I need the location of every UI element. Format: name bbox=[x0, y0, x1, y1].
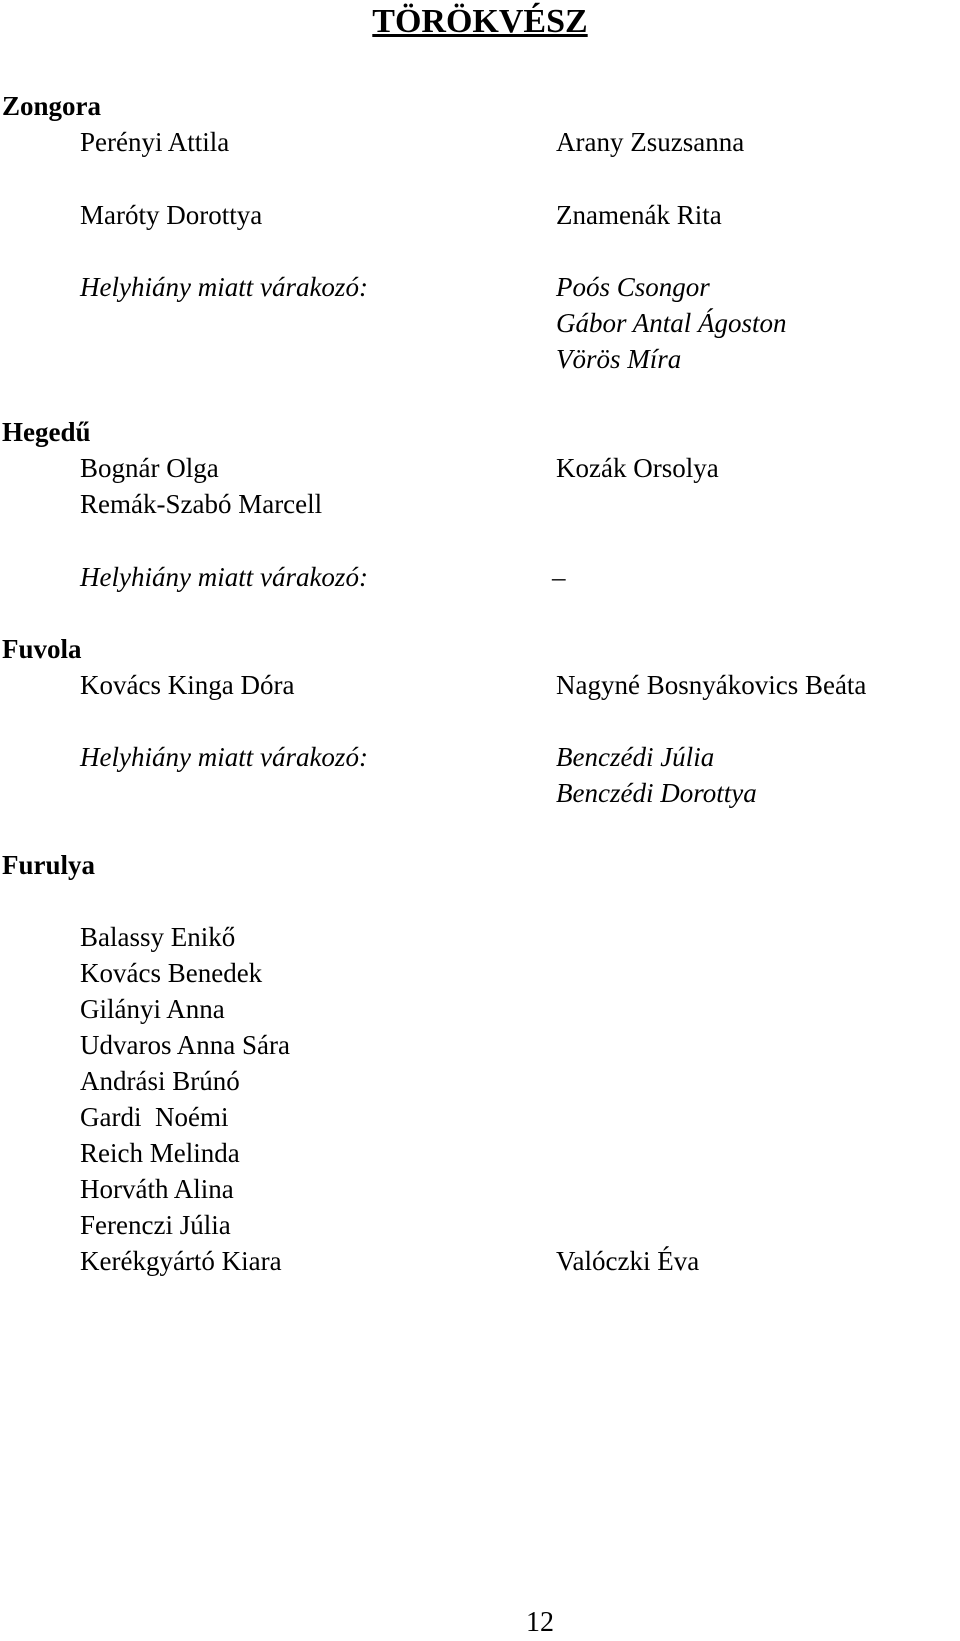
section-heading-fuvola: Fuvola bbox=[2, 634, 82, 664]
teacher-name: Kerékgyártó Kiara bbox=[80, 1246, 282, 1276]
section-heading-hegedu: Hegedű bbox=[2, 417, 91, 447]
teacher-name: Bognár Olga bbox=[80, 453, 219, 483]
waiting-label: Helyhiány miatt várakozó: bbox=[80, 742, 368, 772]
teacher-name: Gilányi Anna bbox=[80, 994, 225, 1024]
teacher-name: Kovács Benedek bbox=[80, 958, 263, 988]
student-name: Valóczki Éva bbox=[556, 1246, 700, 1276]
waiting-name: Benczédi Dorottya bbox=[556, 778, 757, 808]
student-name: Kozák Orsolya bbox=[556, 453, 719, 483]
student-name: Arany Zsuzsanna bbox=[556, 127, 745, 157]
page-title: TÖRÖKVÉSZ bbox=[372, 3, 588, 40]
teacher-name: Remák-Szabó Marcell bbox=[80, 489, 323, 519]
waiting-name: Gábor Antal Ágoston bbox=[556, 308, 787, 338]
student-name: Nagyné Bosnyákovics Beáta bbox=[556, 670, 867, 700]
teacher-name: Andrási Brúnó bbox=[80, 1066, 240, 1096]
waiting-label: Helyhiány miatt várakozó: bbox=[80, 272, 368, 302]
teacher-name: Reich Melinda bbox=[80, 1138, 240, 1168]
teacher-name: Kovács Kinga Dóra bbox=[80, 670, 295, 700]
section-heading-furulya: Furulya bbox=[2, 850, 96, 880]
teacher-name: Balassy Enikő bbox=[80, 922, 236, 952]
waiting-name: Poós Csongor bbox=[556, 272, 710, 302]
waiting-name: Benczédi Júlia bbox=[556, 742, 715, 772]
teacher-name: Ferenczi Júlia bbox=[80, 1210, 231, 1240]
teacher-name: Horváth Alina bbox=[80, 1174, 234, 1204]
page-number: 12 bbox=[526, 1607, 554, 1638]
teacher-name: Perényi Attila bbox=[80, 127, 230, 157]
teacher-name: Maróty Dorottya bbox=[80, 200, 263, 230]
teacher-name: Gardi Noémi bbox=[80, 1102, 229, 1132]
student-name: Znamenák Rita bbox=[556, 200, 722, 230]
waiting-label: Helyhiány miatt várakozó: bbox=[80, 562, 368, 592]
waiting-name: – bbox=[552, 562, 566, 592]
teacher-name: Udvaros Anna Sára bbox=[80, 1030, 290, 1060]
waiting-name: Vörös Míra bbox=[556, 344, 682, 374]
section-heading-zongora: Zongora bbox=[2, 91, 102, 121]
